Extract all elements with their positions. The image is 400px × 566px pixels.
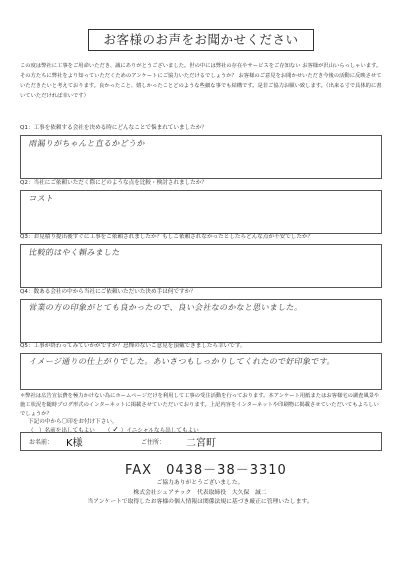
- question-3: Q3：お見積り提出後すぐに工事をご依頼されましたか？もしご依頼されなかったとしたらどんな点が不安でしたか？: [20, 234, 314, 240]
- footer-company: 株式会社シェアテック 代表取締役 大久保 誠二: [133, 489, 267, 496]
- question-4: Q4：数ある会社の中から当社にご依頼いただいた決め手は何ですか？: [20, 289, 196, 295]
- name-label: お名前：: [29, 439, 54, 446]
- footer-privacy: 当アンケートで取得したお客様の個人情報は関係法規に基づき厳正に管理いたします。: [87, 499, 313, 505]
- question-5: Q5：工事が終わってみていかがですか？忌憚のないご意見を頂戴できましたら幸いです。: [20, 343, 246, 349]
- answer-box-1: [20, 135, 382, 179]
- answer-2-text: コスト: [28, 194, 55, 203]
- footer-thanks: ご協力ありがとうございました。: [156, 480, 244, 486]
- address-value: 二宮町: [186, 438, 216, 449]
- address-label: ご住所：: [141, 439, 166, 446]
- answer-box-5: [20, 353, 382, 390]
- consent-option-name-label: ）名前を出してもよい: [38, 427, 95, 434]
- publication-note: ＊弊社は広告宣伝費を極力かけない為にホームページだけを利用して工事の受注活動を行っております。本アンケート用紙またはお客様宅の調査風景や施工状況を随時ブログ形式のインターネットに掲載させていただいております。上記内容をインターネットや印刷物に掲載させていただいてもよろしいでしょうか？: [20, 393, 380, 417]
- checkmark-icon: ✓: [112, 425, 119, 434]
- consent-instruction: 下記の中から〇印をお付け下さい。: [28, 419, 118, 425]
- answer-3-text: 比較的はやく頼みました: [28, 248, 122, 257]
- consent-option-initial-label: ）イニシャルなら出してもよい: [120, 428, 199, 434]
- answer-box-3: [20, 244, 382, 288]
- intro-text: この度は弊社に工事をご用命いただき、誠にありがとうございました。世の中には弊社の存在やサービスをご存知ない お客様が沢山いらっしゃいます。その方たちに弊社をより知っていただくためのアンケートにご協力いただけるでしょうか？ お客様のご意見をお聞かせいただき今後の活動に反映させていただきたいと考えております。良かったこと、嬉しかったことどのような些細な事でも結構です。是非ご協力お願い致します。（出来る寸で具体的に書いていただければ幸いです）: [20, 63, 382, 99]
- answer-4-text: 営業の方の印象がとても良かったので、良い会社なのかなと思いました。: [28, 303, 304, 312]
- answer-5-text: イメージ通りの仕上がりでした。あいさつもしっかりしてくれたので好印象です。: [28, 357, 337, 366]
- consent-option-initial-paren: （: [104, 428, 111, 434]
- consent-option-name-paren: （: [28, 427, 34, 434]
- customer-info-box: [20, 432, 382, 451]
- question-2: Q2：当社にご依頼いただく際にどのような点を比較・検討されましたか？: [20, 180, 207, 186]
- answer-1-text: 雨漏りがちゃんと直るかどうか: [28, 139, 146, 148]
- fax-number: FAX 0438－38－3310: [125, 463, 287, 478]
- page-title: お客様のお声をお聞かせください: [88, 29, 314, 51]
- name-value: K様: [66, 438, 83, 449]
- answer-box-4: [20, 299, 382, 343]
- question-1: Q1：工事を依頼する会社を決める時にどんなことで悩まれていましたか？: [20, 125, 207, 131]
- answer-box-2: [20, 190, 382, 234]
- footer: [0, 479, 400, 508]
